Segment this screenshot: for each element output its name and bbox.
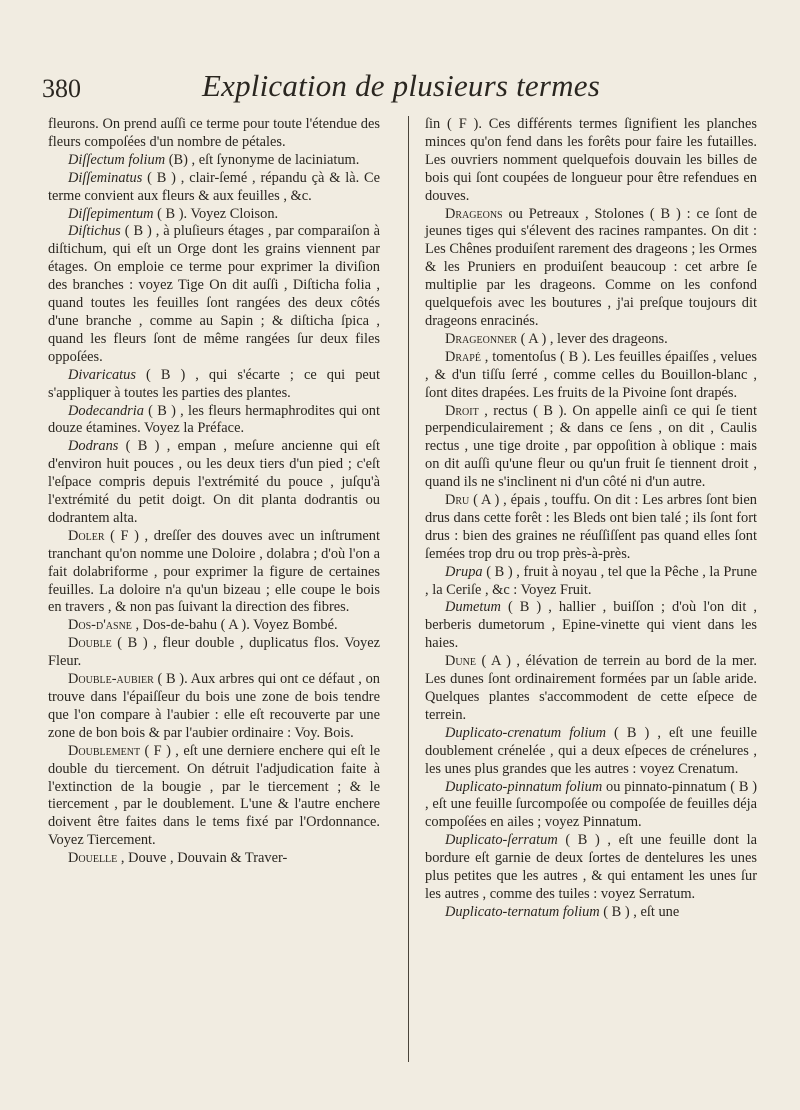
- running-title: Explication de plusieurs termes: [202, 68, 600, 103]
- dictionary-entry: [425, 206, 757, 331]
- dictionary-entry: [48, 438, 380, 528]
- entry-text: ( B ) , clair-ſemé , répandu çà & là. Ce terme convient aux fleurs & aux feuilles , &c.: [48, 169, 380, 204]
- dictionary-entry: [425, 779, 757, 833]
- entry-text: ( F ) , eſt une derniere enchere qui eſt le double du tiercement. On détruit l'adjudication faite à l'extinction de la bougie , par le tiercement ; & le tiercement , par le doublement. L'une & l'autre enchere doivent être faites dans le tems fixé par l'Ordonnance. Voyez Tiercement.: [48, 742, 380, 849]
- entry-text: ( B ). Aux arbres qui ont ce défaut , on trouve dans l'épaiſſeur du bois une zone de bois tendre que l'on compare à l'aubier : elle eſt recouverte par une zone de bon bois & par l'aubier ordinaire : Voy. Bois.: [48, 671, 380, 741]
- column-divider: [408, 116, 409, 1062]
- entry-text: ( A ) , lever des drageons.: [517, 330, 668, 347]
- entry-text: ſin ( F ). Ces différents termes ſignifient les planches minces qu'on fend dans les forêts pour faire les futailles. Les ouvriers nomment quelquefois douvain les billes de bois qui ſont coupées de longueur pour être refendues en douves.: [425, 116, 757, 204]
- entry-latin-term: Diſſeminatus: [68, 169, 143, 186]
- entry-text: ( B ). Voyez Cloison.: [153, 205, 279, 222]
- dictionary-entry: [48, 152, 380, 170]
- dictionary-entry: [48, 528, 380, 618]
- entry-text: ( B ) , fleur double , duplicatus flos. Voyez Fleur.: [48, 635, 380, 670]
- dictionary-entry: [425, 116, 757, 206]
- entry-text: ( B ) , empan , meſure ancienne qui eſt d'environ huit pouces , ou les deux tiers d'un pied ; c'eſt l'eſpace compris depuis l'extrémité du pouce , juſqu'à l'extrémité du petit doigt. On dit planta dodrantis ou dodrantem alta.: [48, 438, 380, 526]
- entry-text: ( B ) , fruit à noyau , tel que la Pêche , la Prune , la Ceriſe , &c : Voyez Fruit.: [425, 563, 757, 598]
- entry-text: ( B ) , eſt une feuille doublement crénelée , qui a deux eſpeces de crénelures , les unes plus grandes que les autres : voyez Crenatum.: [425, 724, 757, 777]
- entry-headword: Doler: [68, 527, 105, 544]
- dictionary-entry: [425, 564, 757, 600]
- entry-text: ou Petreaux , Stolones ( B ) : ce ſont de jeunes tiges qui s'élevent des racines rampantes. On dit : Les Chênes produiſent rarement des drageons ; les Ormes & les Pruniers en produiſent beaucoup : cet arbre ſe multiplie par les drageons. Comme on les confond quelquefois avec les boutures , j'ai preſque toujours dit drageons enracinés.: [425, 205, 757, 329]
- entry-headword: Double: [68, 635, 112, 652]
- dictionary-entry: [425, 349, 757, 403]
- entry-headword: Douelle: [68, 850, 118, 867]
- entry-latin-term: Dumetum: [445, 599, 501, 616]
- dictionary-entry: [48, 743, 380, 850]
- page-header: [42, 64, 760, 114]
- entry-text: ou pinnato-pinnatum ( B ) , eſt une feuille ſurcompoſée ou compoſée de feuilles déja compoſées en ailes ; voyez Pinnatum.: [425, 778, 757, 831]
- dictionary-entry: [48, 116, 380, 152]
- dictionary-entry: [425, 653, 757, 725]
- entry-latin-term: Duplicato-crenatum folium: [445, 724, 606, 741]
- entry-headword: Drageonner: [445, 330, 518, 347]
- entry-text: , Douve , Douvain & Traver-: [117, 850, 288, 867]
- entry-latin-term: Dodrans: [68, 438, 119, 455]
- entry-latin-term: Divaricatus: [68, 366, 136, 383]
- entry-text: ( A ) , épais , touffu. On dit : Les arbres ſont bien drus dans cette forêt : les Bleds ont bien talé ; ils ſont fort drus : bien des graines ne réuſſiſſent pas quand elles ſont ſemées trop dru ou trop près-à-près.: [425, 492, 757, 562]
- entry-latin-term: Duplicato-ſerratum: [445, 832, 558, 849]
- dictionary-entry: [48, 223, 380, 366]
- entry-headword: Dune: [445, 653, 476, 670]
- dictionary-entry: [48, 367, 380, 403]
- entry-latin-term: Dodecandria: [68, 402, 144, 419]
- entry-headword: Doublement: [68, 742, 141, 759]
- entry-text: ( F ) , dreſſer des douves avec un inſtrument tranchant qu'on nomme une Doloire , dolabra ; d'où l'on a fait dolabriforme , pour exprimer la figure de certaines feuilles. La doloire n'a qu'un bizeau ; elle coupe le bois en travers , & non pas ſuivant la direction des fibres.: [48, 527, 380, 616]
- entry-headword: Drapé: [445, 348, 481, 365]
- dictionary-entry: [425, 904, 757, 922]
- entry-text: ( B ) , les fleurs hermaphrodites qui ont douze étamines. Voyez la Préface.: [48, 402, 380, 437]
- dictionary-entry: [425, 599, 757, 653]
- entry-text: ( B ) , eſt une feuille dont la bordure eſt garnie de deux ſortes de dentelures les unes plus petites que les autres , & qui entament les unes ſur les autres , comme des tuiles : voyez Serratum.: [425, 832, 757, 902]
- entry-latin-term: Drupa: [445, 563, 483, 580]
- entry-latin-term: Diſſectum folium: [68, 151, 166, 168]
- entry-headword: Dru: [445, 492, 470, 509]
- entry-headword: Dos-d'asne: [68, 617, 132, 634]
- entry-text: ( B ) , eſt une: [599, 903, 680, 920]
- entry-latin-term: Duplicato-pinnatum folium: [445, 778, 603, 795]
- entry-text: fleurons. On prend auſſi ce terme pour toute l'étendue des fleurs compoſées d'un nombre de pétales.: [48, 116, 380, 150]
- entry-text: ( B ) , hallier , buiſſon ; d'où l'on dit , berberis dumetorum , Epine-vinette qui vient dans les haies.: [425, 599, 757, 652]
- dictionary-entry: [48, 617, 380, 635]
- right-column: [425, 116, 757, 922]
- dictionary-entry: [425, 492, 757, 564]
- entry-text: , Dos-de-bahu ( A ). Voyez Bombé.: [131, 617, 338, 634]
- entry-headword: Double-aubier: [68, 671, 154, 688]
- entry-latin-term: Diſtichus: [68, 223, 121, 240]
- entry-latin-term: Diſſepimentum: [68, 205, 154, 222]
- entry-latin-term: Duplicato-ternatum folium: [445, 903, 600, 920]
- entry-text: , rectus ( B ). On appelle ainſi ce qui ſe tient perpendiculairement ; & dans ce ſens , on dit , Caulis rectus , une tige droite , par oppoſition à oblique : mais on dit auſſi qu'une fleur ou qu'un fruit ſe tiennent droit , quand ils ne s'inclinent ni d'un côté ni d'un autre.: [425, 402, 757, 491]
- dictionary-entry: [425, 725, 757, 779]
- dictionary-entry: [48, 206, 380, 224]
- entry-headword: Droit: [445, 402, 479, 419]
- entry-text: ( A ) , élévation de terrein au bord de la mer. Les dunes ſont ordinairement formées par un ſable aride. Quelques plantes s'accommodent de cette eſpece de terrein.: [425, 653, 757, 723]
- entry-headword: Drageons: [445, 205, 503, 222]
- page-number: 380: [42, 74, 81, 103]
- entry-text: ( B ) , qui s'écarte ; ce qui peut s'appliquer à toutes les parties des plantes.: [48, 366, 380, 401]
- dictionary-entry: [48, 635, 380, 671]
- dictionary-entry: [425, 832, 757, 904]
- entry-text: (B) , eſt ſynonyme de laciniatum.: [165, 151, 360, 168]
- dictionary-entry: [48, 671, 380, 743]
- dictionary-entry: [48, 403, 380, 439]
- entry-text: , tomentoſus ( B ). Les feuilles épaiſſes , velues , & d'un tiſſu ſerré , comme celles du Bouillon-blanc , ſont dites drapées. Les fruits de la Pivoine ſont drapés.: [425, 348, 757, 401]
- dictionary-entry: [425, 331, 757, 349]
- dictionary-entry: [48, 170, 380, 206]
- entry-text: ( B ) , à pluſieurs étages , par comparaiſon à diſtichum, qui eſt un Orge dont les grains viennent par étages. On emploie ce terme pour exprimer la diviſion des branches : voyez Tige On dit auſſi , Diſticha folia , quand toutes les feuilles ſont rangées des deux côtés d'une branche , comme au Sapin ; & diſticha ſpica , quand les fleurs ſont de même rangées ſur deux files oppoſées.: [48, 223, 380, 365]
- dictionary-entry: [425, 403, 757, 493]
- dictionary-entry: [48, 850, 380, 868]
- left-column: [48, 116, 380, 868]
